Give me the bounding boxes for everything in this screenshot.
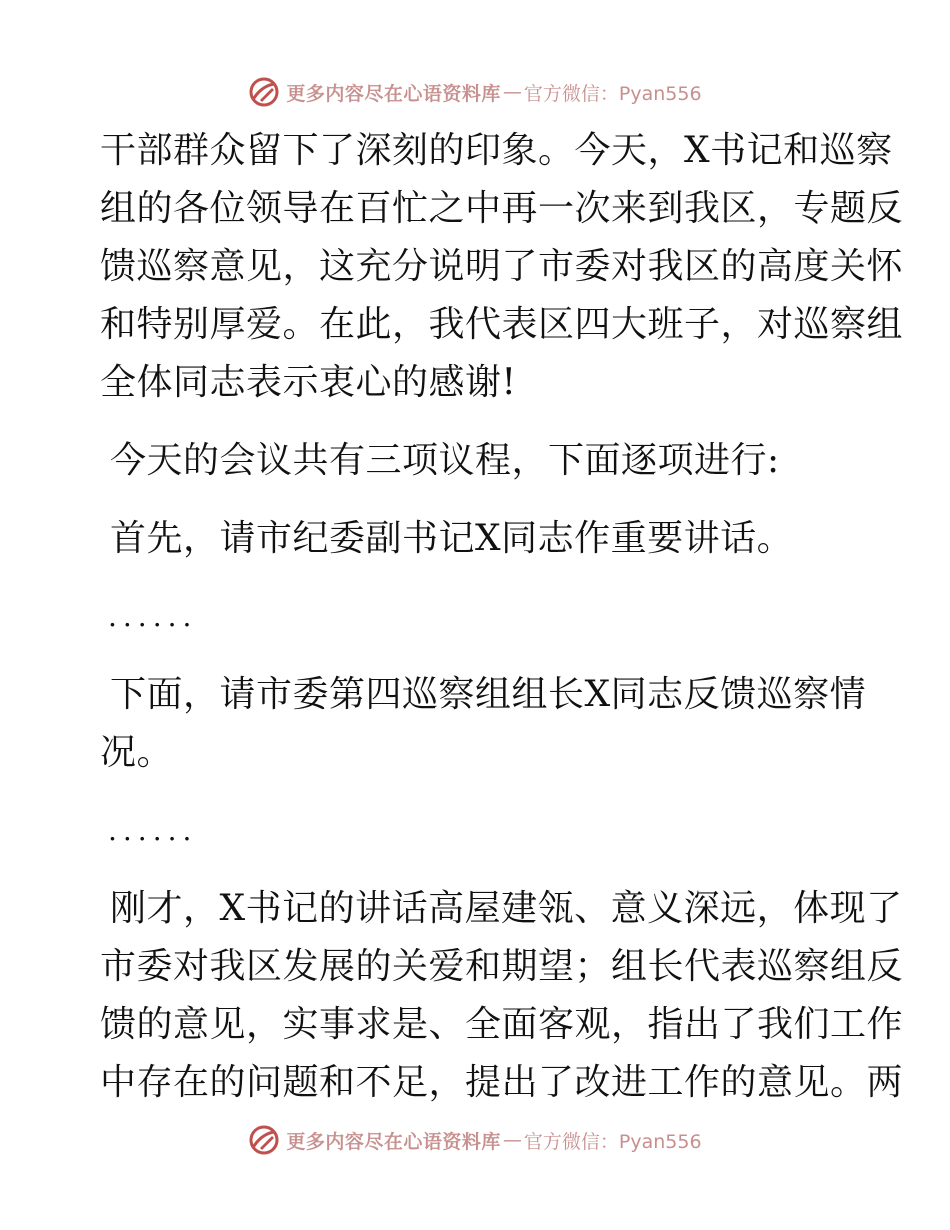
text-line: 今天的会议共有三项议程，下面逐项进行: [110, 440, 780, 481]
text-line: 市委对我区发展的关爱和期望；组长代表巡察组反 [100, 946, 904, 987]
text-line: 况。 [100, 732, 174, 773]
text-line: 馈巡察意见，这充分说明了市委对我区的高度关怀 [100, 246, 904, 287]
header-watermark [0, 72, 950, 112]
text-line: 下面，请市委第四巡察组组长X同志反馈巡察情 [110, 674, 867, 715]
text-line: 首先，请市纪委副书记X同志作重要讲话。 [110, 518, 794, 559]
watermark-brand-text: 更多内容尽在心语资料库 [286, 1130, 501, 1153]
text-line: 中存在的问题和不足，提出了改进工作的意见。两 [100, 1062, 904, 1103]
watermark-contact: 官方微信：Pyan556 [523, 1130, 702, 1153]
text-line: 干部群众留下了深刻的印象。今天，X书记和巡察 [100, 130, 893, 171]
pen-swirl-logo-icon [248, 1124, 280, 1156]
watermark-dash: — [502, 1129, 522, 1151]
ellipsis-2: ...... [108, 814, 198, 847]
text-line: 刚才，X书记的讲话高屋建瓴、意义深远，体现了 [110, 888, 903, 929]
text-line: 和特别厚爱。在此，我代表区四大班子，对巡察组 [100, 304, 904, 345]
paragraph-3 [100, 510, 860, 568]
document-body [100, 122, 904, 1112]
watermark-dash: — [502, 81, 522, 103]
text-line: 馈的意见，实事求是、全面客观，指出了我们工作 [100, 1004, 904, 1045]
paragraph-2 [100, 432, 860, 490]
ellipsis-1: ...... [108, 600, 198, 633]
paragraph-1 [100, 122, 904, 412]
paragraph-5 [100, 880, 904, 1112]
footer-watermark [0, 1120, 950, 1160]
paragraph-4 [100, 666, 867, 782]
pen-swirl-logo-icon [248, 76, 280, 108]
watermark-brand-text: 更多内容尽在心语资料库 [286, 82, 501, 105]
text-line: 全体同志表示衷心的感谢! [100, 362, 517, 403]
text-line: 组的各位领导在百忙之中再一次来到我区，专题反 [100, 188, 904, 229]
watermark-contact: 官方微信：Pyan556 [523, 82, 702, 105]
